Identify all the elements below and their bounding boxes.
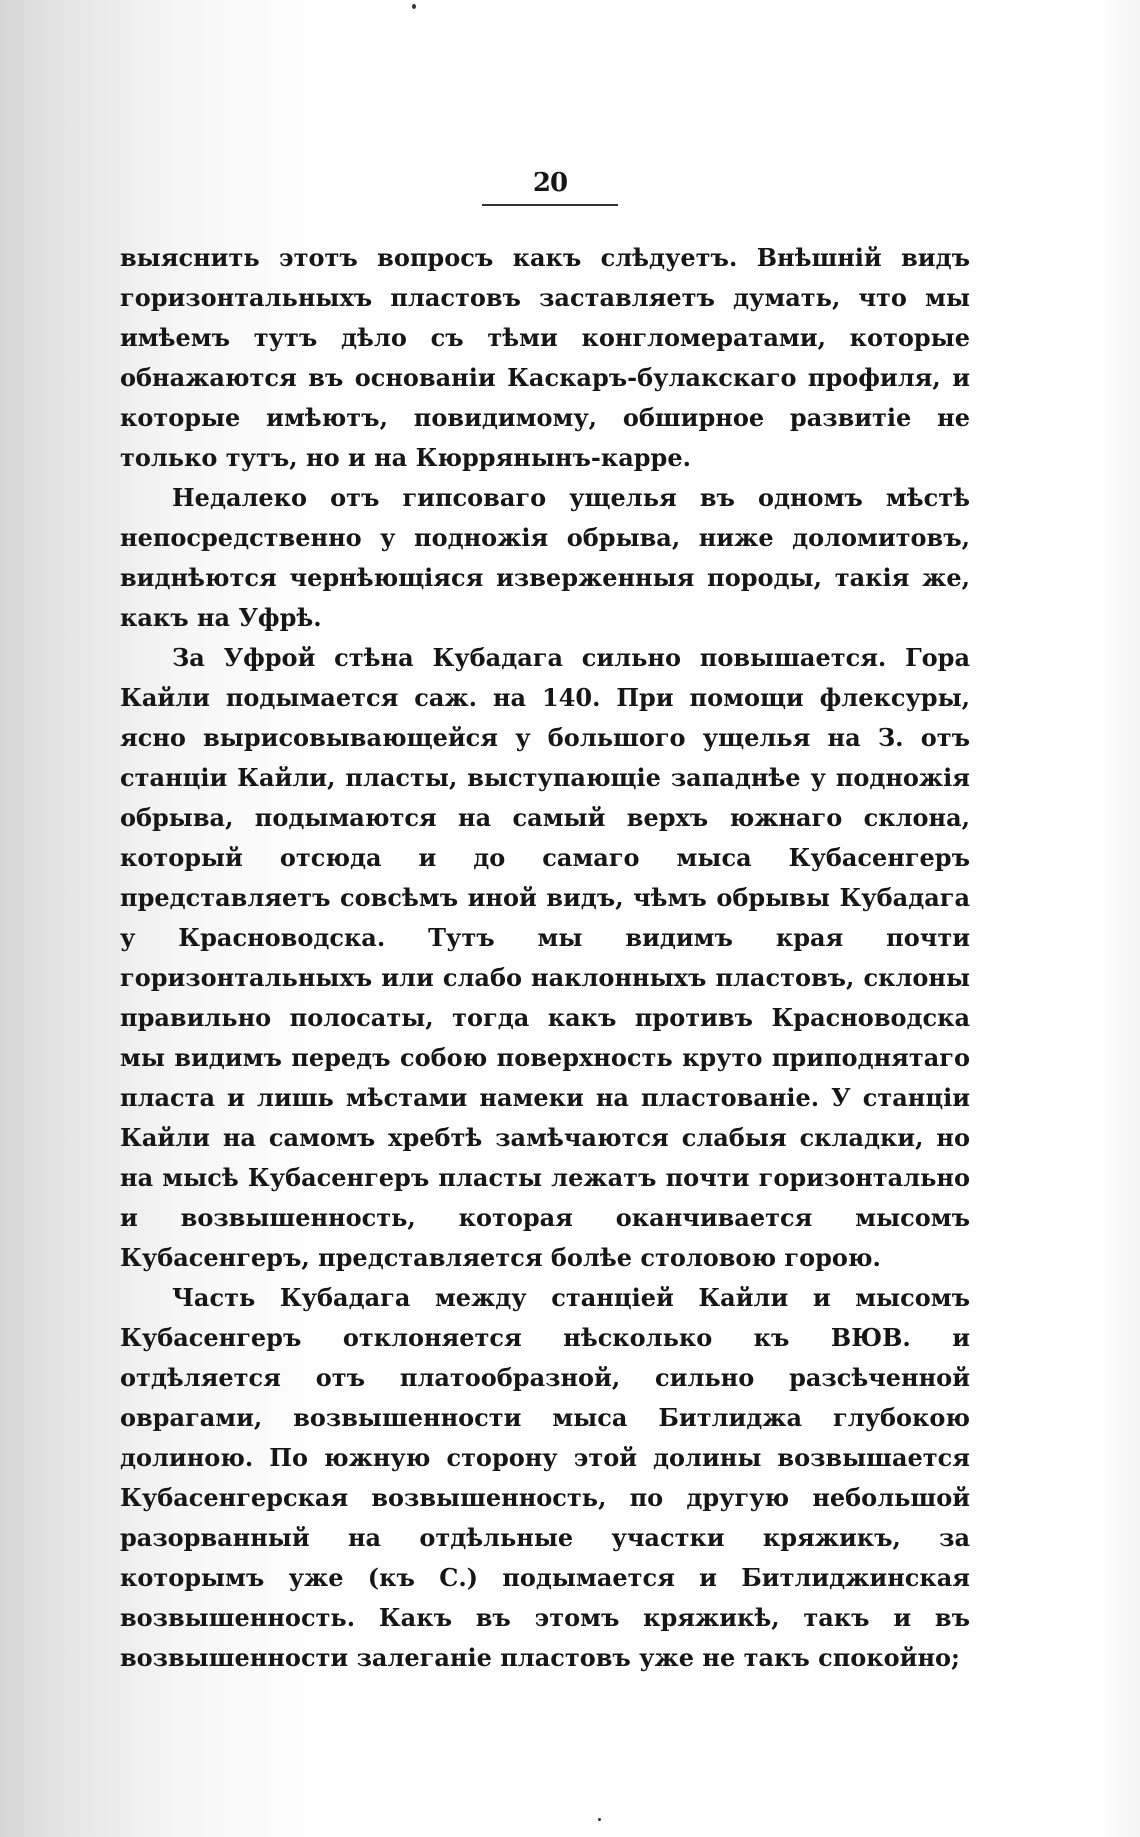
page-header — [480, 168, 620, 206]
paragraph-3: За Уфрой стѣна Кубадага сильно повышается. Гора Кайли подымается саж. на 140. При помощи флексуры, ясно вырисовывающейся у большого ущелья на З. отъ станціи Кайли, пласты, выступающіе западнѣе у подножія обрыва, подымаются на самый верхъ южнаго склона, который отсюда и до самаго мыса Кубасенгеръ представляетъ совсѣмъ иной видъ, чѣмъ обрывы Кубадага у Красноводска. Тутъ мы видимъ края почти горизонтальныхъ или слабо наклонныхъ пластовъ, склоны правильно полосаты, тогда какъ противъ Красноводска мы видимъ передъ собою поверхность круто приподнятаго пласта и лишь мѣстами намеки на пластованіе. У станціи Кайли на самомъ хребтѣ замѣчаются слабыя складки, но на мысѣ Кубасенгеръ пласты лежатъ почти горизонтально и возвышенность, которая оканчивается мысомъ Кубасенгеръ, представляется болѣе столовою горою. — [120, 643, 970, 1272]
paragraph-2: Недалеко отъ гипсоваго ущелья въ одномъ мѣстѣ непосредственно у подножія обрыва, ниже доломитовъ, виднѣются чернѣющіяся изверженныя породы, такія же, какъ на Уфрѣ. — [120, 483, 970, 632]
header-rule — [482, 204, 618, 206]
paragraph-1: выяснить этотъ вопросъ какъ слѣдуетъ. Внѣшній видъ горизонтальныхъ пластовъ заставляетъ думать, что мы имѣемъ тутъ дѣло съ тѣми конгломератами, которые обнажаются въ основаніи Каскаръ-булакскаго профиля, и которые имѣютъ, повидимому, обширное развитіе не только тутъ, но и на Кюррянынъ-карре. — [120, 243, 970, 472]
page-number: 20 — [532, 168, 568, 198]
scan-speck — [412, 4, 416, 9]
body-text — [120, 238, 970, 1678]
scan-speck — [598, 1818, 601, 1821]
paragraph-4: Часть Кубадага между станціей Кайли и мысомъ Кубасенгеръ отклоняется нѣсколько къ ВЮВ. и отдѣляется отъ платообразной, сильно разсѣченной оврагами, возвышенности мыса Битлиджа глубокою долиною. По южную сторону этой долины возвышается Кубасенгерская возвышенность, по другую небольшой разорванный на отдѣльные участки кряжикъ, за которымъ уже (къ С.) подымается и Битлиджинская возвышенность. Какъ въ этомъ кряжикѣ, такъ и въ возвышенности залеганіе пластовъ уже не такъ спокойно; — [120, 1283, 970, 1672]
